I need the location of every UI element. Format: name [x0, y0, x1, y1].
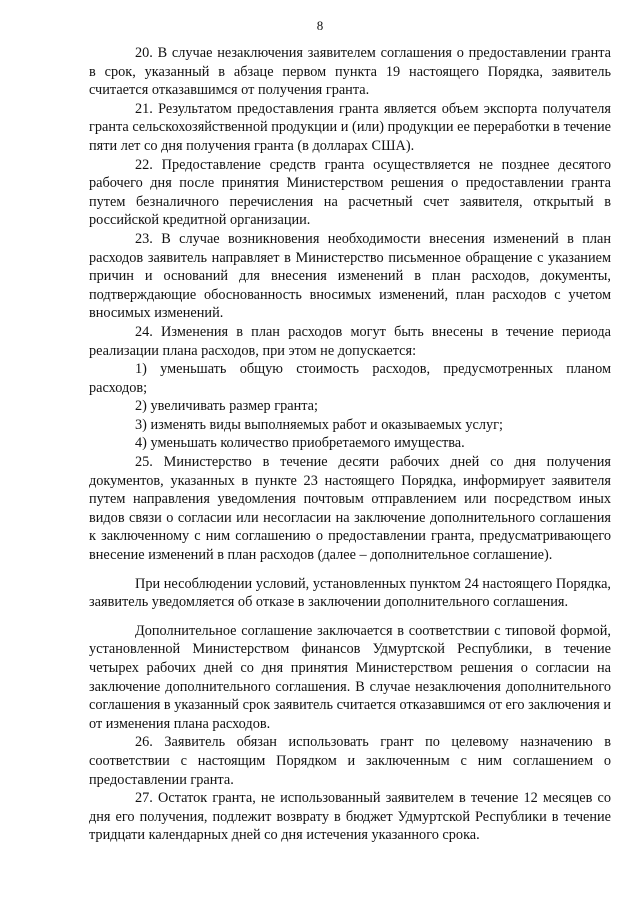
paragraph-21: 21. Результатом предоставления гранта является объем экспорта получателя гранта сельскохозяйственной продукции и (или) продукции ее переработки в течение пяти лет со дня получения гранта (в долларах США). [89, 100, 611, 154]
paragraph-27: 27. Остаток гранта, не использованный заявителем в течение 12 месяцев со дня его получения, подлежит возврату в бюджет Удмуртской Республики в течение тридцати календарных дней со дня истечения указанного срока. [89, 790, 611, 844]
list-item-3: 3) изменять виды выполняемых работ и оказываемых услуг; [135, 416, 503, 433]
paragraph-20: 20. В случае незаключения заявителем соглашения о предоставлении гранта в срок, указанный в абзаце первом пункта 19 настоящего Порядка, заявитель считается отказавшимся от получения гранта. [89, 45, 611, 99]
document-body [89, 44, 611, 845]
paragraph-23: 23. В случае возникновения необходимости внесения изменений в план расходов заявитель направляет в Министерство письменное обращение с указанием причин и оснований для внесения изменений в план расходов, документы, подтверждающие обоснованность вносимых изменений, план расходов с учетом вносимых изменений. [89, 230, 611, 322]
paragraph-22: 22. Предоставление средств гранта осуществляется не позднее десятого рабочего дня после принятия Министерством решения о предоставлении гранта путем безналичного перечисления на расчетный счет заявителя, открытый в российской кредитной организации. [89, 156, 611, 229]
paragraph-24: 24. Изменения в план расходов могут быть внесены в течение периода реализации плана расходов, при этом не допускается: [89, 323, 611, 359]
list-item-4: 4) уменьшать количество приобретаемого имущества. [135, 435, 465, 452]
list-item-2: 2) увеличивать размер гранта; [135, 398, 318, 415]
paragraph-25-additional-agreement: Дополнительное соглашение заключается в соответствии с типовой формой, установленной Министерством финансов Удмуртской Республики, в течение четырех рабочих дней со дня принятия Министерством решения о согласии на заключение дополнительного соглашения. В случае незаключения дополнительного соглашения в указанный срок заявитель считается отказавшимся от его заключения и от изменения плана расходов. [89, 622, 611, 732]
paragraph-25-refusal: При несоблюдении условий, установленных пунктом 24 настоящего Порядка, заявитель уведомляется об отказе в заключении дополнительного соглашения. [89, 575, 611, 611]
page-number: 8 [316, 18, 324, 33]
paragraph-25: 25. Министерство в течение десяти рабочих дней со дня получения документов, указанных в пункте 23 настоящего Порядка, информирует заявителя путем направления уведомления почтовым отправлением или посредством иных видов связи о согласии или несогласии на заключение дополнительного соглашения к заключенному с ним соглашению о предоставлении гранта, предусматривающего внесение изменений в план расходов (далее – дополнительное соглашение). [89, 454, 611, 564]
list-item-1: 1) уменьшать общую стоимость расходов, предусмотренных планом расходов; [89, 361, 611, 396]
paragraph-26: 26. Заявитель обязан использовать грант по целевому назначению в соответствии с настоящим Порядком и заключенным с ним соглашением о предоставлении гранта. [89, 734, 611, 788]
